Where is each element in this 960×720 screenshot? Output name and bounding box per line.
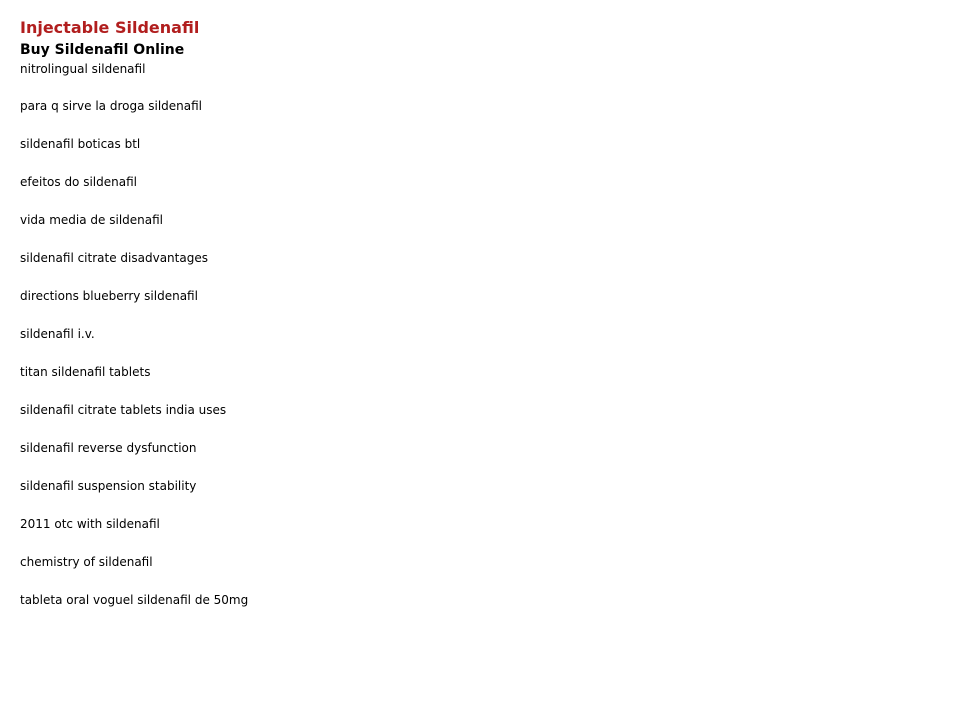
list-item <box>20 439 920 477</box>
link-boticas-btl[interactable]: sildenafil boticas btl <box>20 137 141 151</box>
link-para-q-sirve[interactable]: para q sirve la droga sildenafil <box>20 99 203 113</box>
link-titan-tablets[interactable]: titan sildenafil tablets <box>20 365 151 379</box>
link-reverse-dysfunction[interactable]: sildenafil reverse dysfunction <box>20 441 197 455</box>
list-item <box>20 325 920 363</box>
list-item <box>20 553 920 591</box>
link-tablets-india-uses[interactable]: sildenafil citrate tablets india uses <box>20 403 227 417</box>
list-item <box>20 173 920 211</box>
list-item <box>20 135 920 173</box>
list-item <box>20 97 920 135</box>
list-item <box>20 363 920 401</box>
link-tableta-oral-voguel[interactable]: tableta oral voguel sildenafil de 50mg <box>20 593 249 607</box>
link-citrate-disadvantages[interactable]: sildenafil citrate disadvantages <box>20 251 208 265</box>
page-title: Injectable Sildenafil <box>20 18 200 37</box>
list-item <box>20 287 920 325</box>
list-item <box>20 211 920 249</box>
link-suspension-stability[interactable]: sildenafil suspension stability <box>20 479 197 493</box>
list-item <box>20 249 920 287</box>
link-nitrolingual-sildenafil[interactable]: nitrolingual sildenafil <box>20 62 146 76</box>
list-item <box>20 401 920 439</box>
list-item <box>20 477 920 515</box>
list-item <box>20 60 920 97</box>
page-subtitle: Buy Sildenafil Online <box>20 42 185 58</box>
link-efeitos[interactable]: efeitos do sildenafil <box>20 175 137 189</box>
list-item <box>20 515 920 553</box>
link-list <box>20 60 920 629</box>
link-vida-media[interactable]: vida media de sildenafil <box>20 213 163 227</box>
link-2011-otc[interactable]: 2011 otc with sildenafil <box>20 517 160 531</box>
link-iv[interactable]: sildenafil i.v. <box>20 327 95 341</box>
link-directions-blueberry[interactable]: directions blueberry sildenafil <box>20 289 198 303</box>
page-content <box>20 16 920 629</box>
link-chemistry[interactable]: chemistry of sildenafil <box>20 555 153 569</box>
list-item <box>20 591 920 629</box>
